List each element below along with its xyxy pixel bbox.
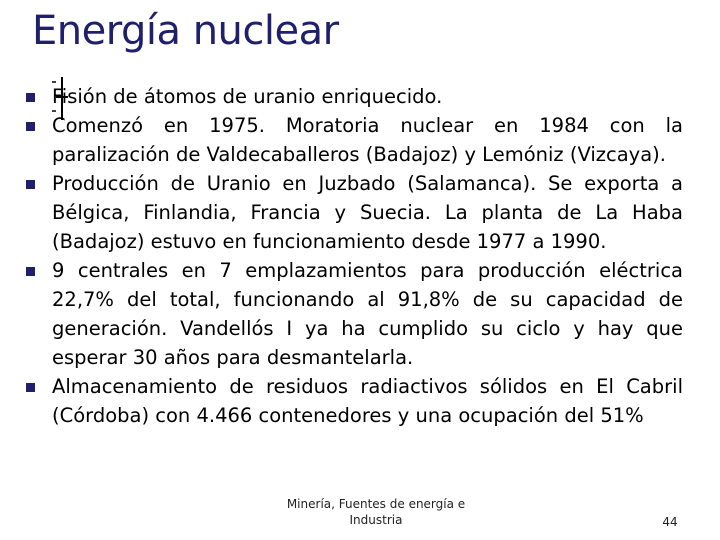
- bullet-text: 9 centrales en 7 emplazamientos para producción eléctrica 22,7% del total, funcionando al 91,8% de su capacidad de generación. Vandellós I ya ha cumplido su ciclo y hay que esperar 30 años para desmantelarla.: [52, 259, 683, 369]
- bullet-item: [22, 82, 683, 111]
- bullet-item: [22, 256, 683, 372]
- page-number: 44: [662, 515, 678, 529]
- footer-text: Minería, Fuentes de energía e Industria: [286, 497, 466, 527]
- bullet-item: [22, 372, 683, 430]
- square-bullet-icon: [26, 383, 35, 392]
- bullet-list: [22, 82, 683, 430]
- square-bullet-icon: [26, 180, 35, 189]
- square-bullet-icon: [26, 93, 35, 102]
- square-bullet-icon: [26, 122, 35, 131]
- bullet-item: [22, 169, 683, 256]
- bullet-text: Producción de Uranio en Juzbado (Salamanca). Se exporta a Bélgica, Finlandia, Francia y Suecia. La planta de La Haba (Badajoz) estuvo en funcionamiento desde 1977 a 1990.: [52, 172, 683, 253]
- slide-title: Energía nuclear: [32, 8, 339, 54]
- bullet-text: Almacenamiento de residuos radiactivos sólidos en El Cabril (Córdoba) con 4.466 contenedores y una ocupación del 51%: [52, 375, 683, 427]
- bullet-item: [22, 111, 683, 169]
- bullet-text: Comenzó en 1975. Moratoria nuclear en 1984 con la paralización de Valdecaballeros (Badajoz) y Lemóniz (Vizcaya).: [52, 114, 683, 166]
- bullet-text: Fisión de átomos de uranio enriquecido.: [52, 85, 443, 108]
- square-bullet-icon: [26, 267, 35, 276]
